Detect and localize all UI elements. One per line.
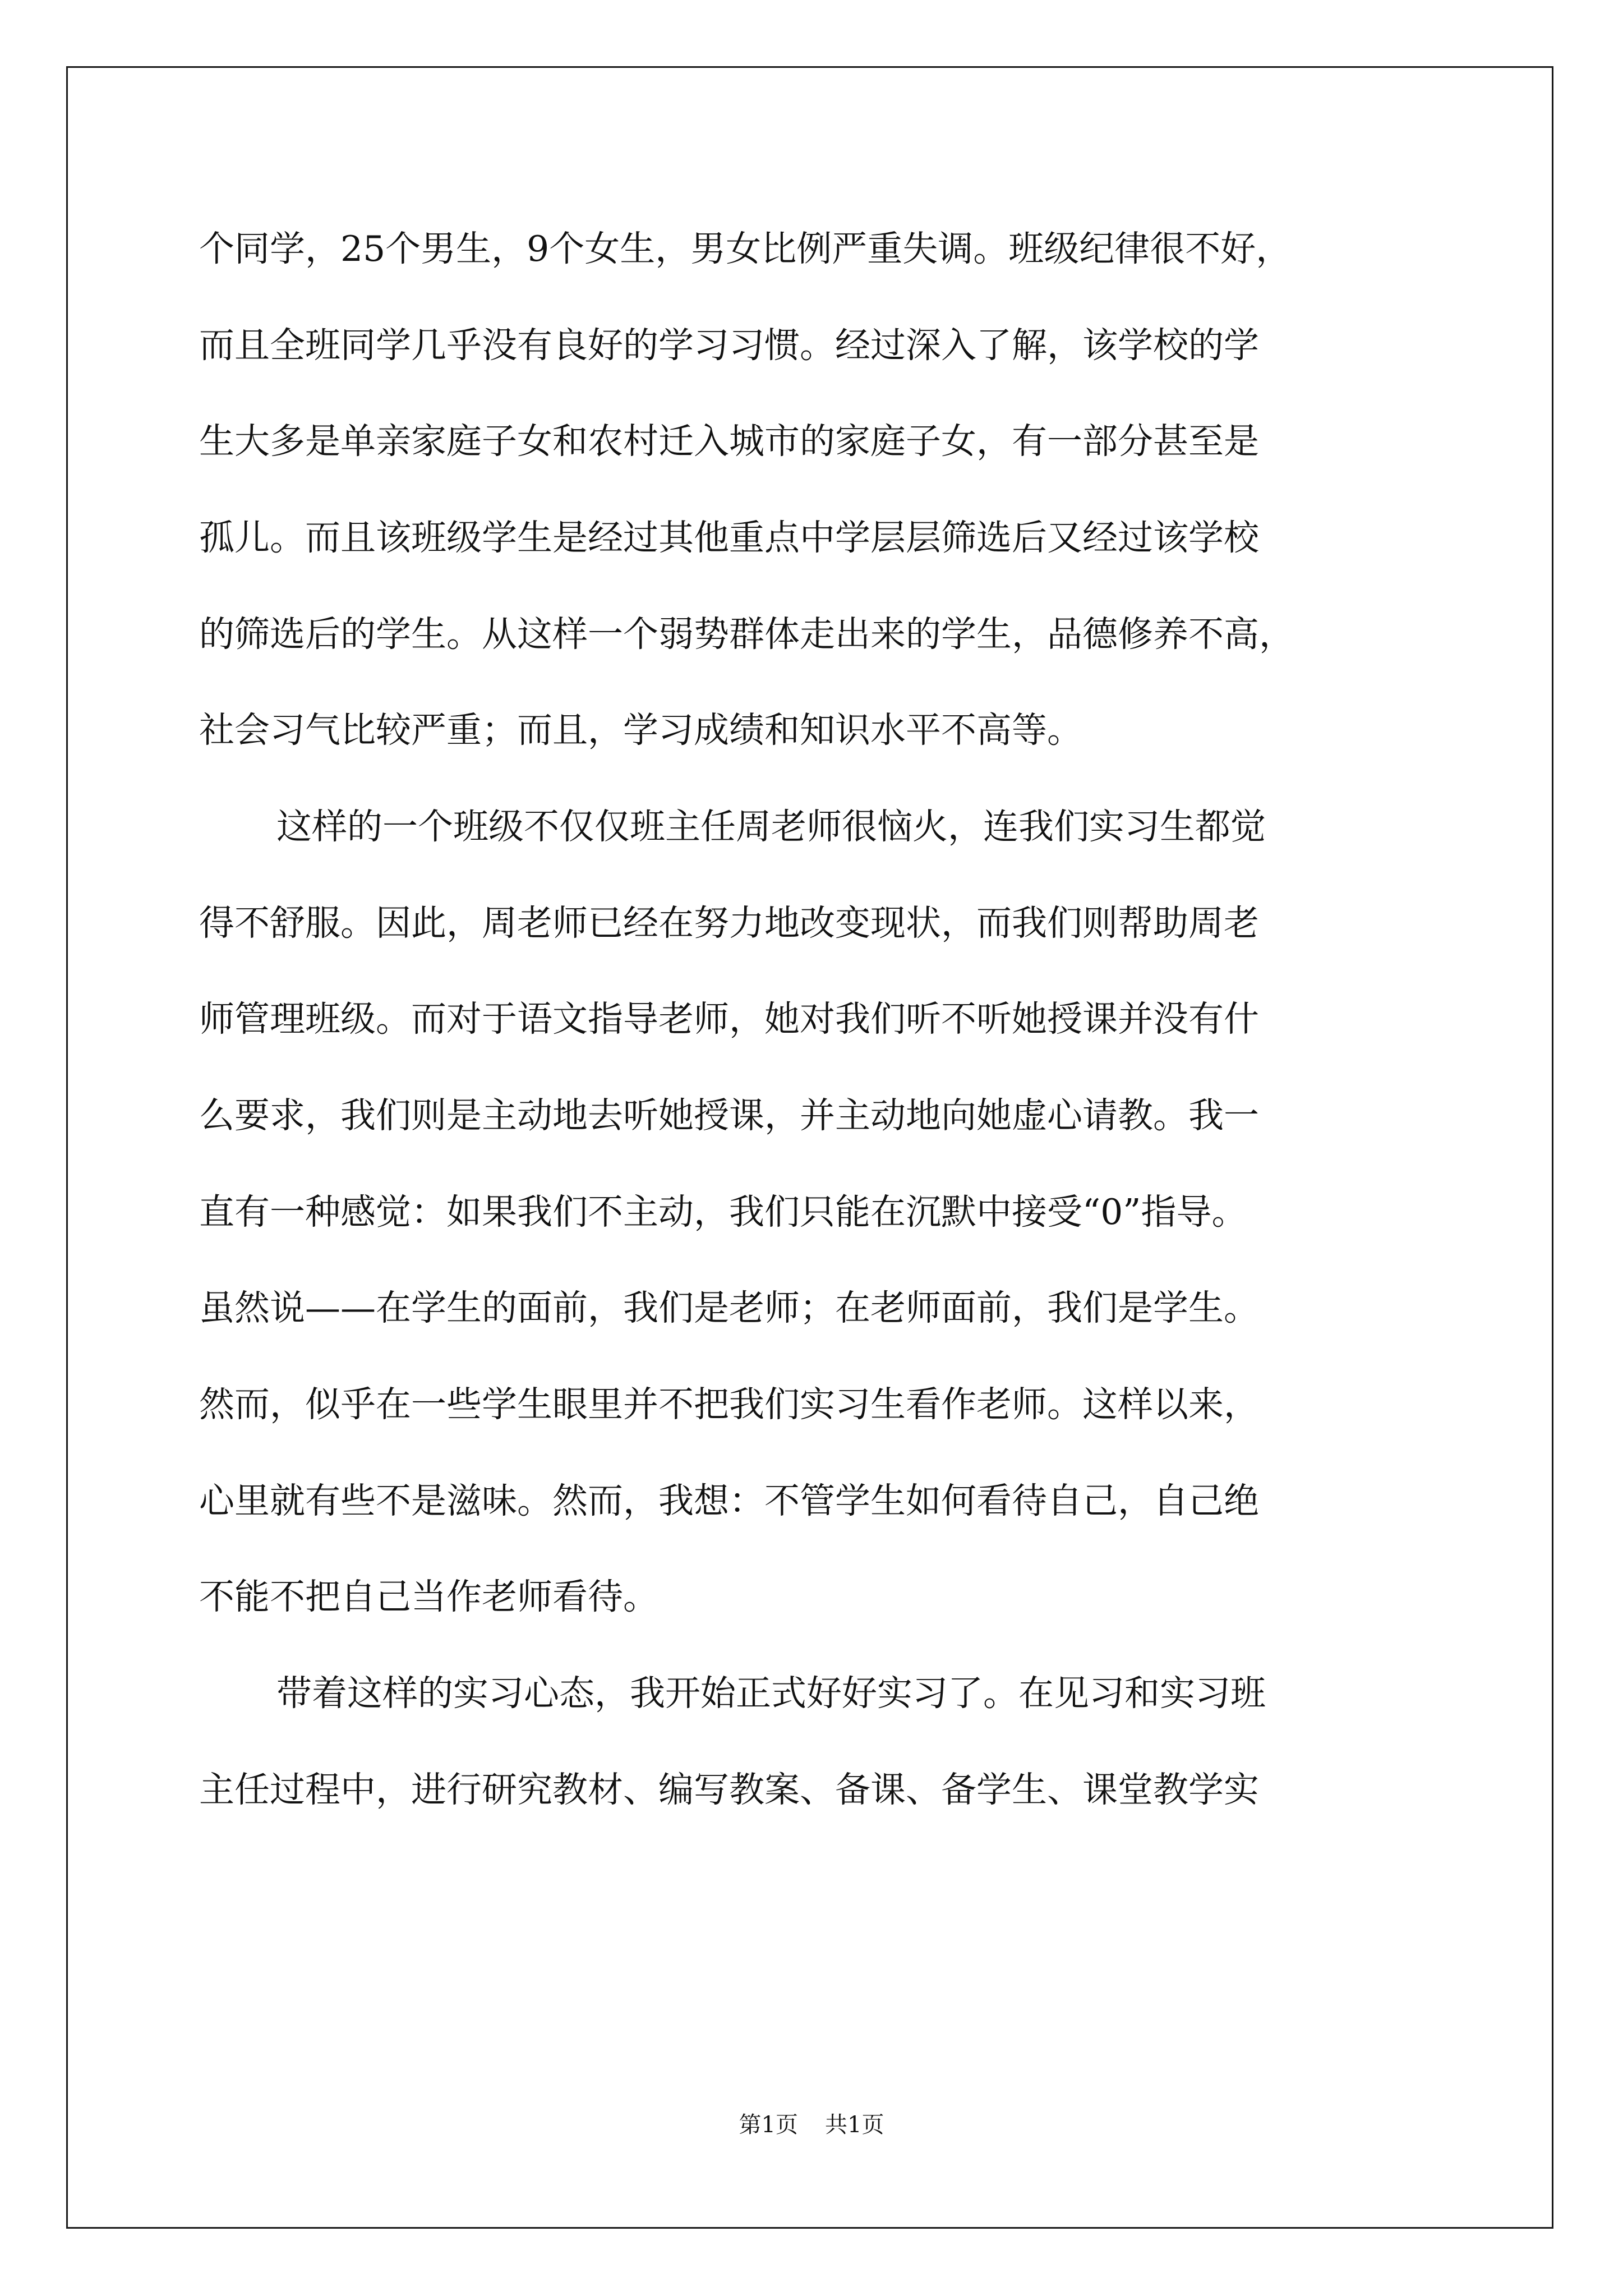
paragraph-line: 然而，似乎在一些学生眼里并不把我们实习生看作老师。这样以来，: [199, 1384, 1259, 1425]
paragraph-line: 得不舒服。因此，周老师已经在努力地改变现状，而我们则帮助周老: [199, 903, 1259, 944]
paragraph-line: 社会习气比较严重；而且，学习成绩和知识水平不高等。: [199, 710, 1082, 751]
page-number: 第1页: [739, 2112, 798, 2138]
paragraph-line: 师管理班级。而对于语文指导老师，她对我们听不听她授课并没有什: [199, 999, 1259, 1039]
paragraph-line: 主任过程中，进行研究教材、编写教案、备课、备学生、课堂教学实: [199, 1769, 1259, 1810]
paragraph-line: 心里就有些不是滋味。然而，我想：不管学生如何看待自己，自己绝: [199, 1480, 1259, 1521]
paragraph-line: 而且全班同学几乎没有良好的学习习惯。经过深入了解，该学校的学: [199, 325, 1259, 366]
page-total: 共1页: [825, 2112, 884, 2138]
paragraph-line: 的筛选后的学生。从这样一个弱势群体走出来的学生，品德修养不高，: [199, 614, 1294, 655]
paragraph-line: 带着这样的实习心态，我开始正式好好实习了。在见习和实习班: [276, 1673, 1266, 1714]
paragraph-line: 直有一种感觉：如果我们不主动，我们只能在沉默中接受“0”指导。: [199, 1191, 1247, 1232]
paragraph-line: 这样的一个班级不仅仅班主任周老师很恼火，连我们实习生都觉: [276, 806, 1266, 847]
paragraph-line: 虽然说——在学生的面前，我们是老师；在老师面前，我们是学生。: [199, 1287, 1259, 1328]
paragraph-line: 个同学，25个男生，9个女生，男女比例严重失调。班级纪律很不好，: [199, 228, 1292, 269]
paragraph-line: 不能不把自己当作老师看待。: [199, 1576, 658, 1617]
paragraph-line: 么要求，我们则是主动地去听她授课，并主动地向她虚心请教。我一: [199, 1095, 1259, 1136]
page-border: [66, 66, 1553, 2229]
paragraph-line: 孤儿。而且该班级学生是经过其他重点中学层层筛选后又经过该学校: [199, 517, 1259, 558]
paragraph-line: 生大多是单亲家庭子女和农村迁入城市的家庭子女，有一部分甚至是: [199, 421, 1259, 462]
page-footer: [0, 2110, 1623, 2139]
